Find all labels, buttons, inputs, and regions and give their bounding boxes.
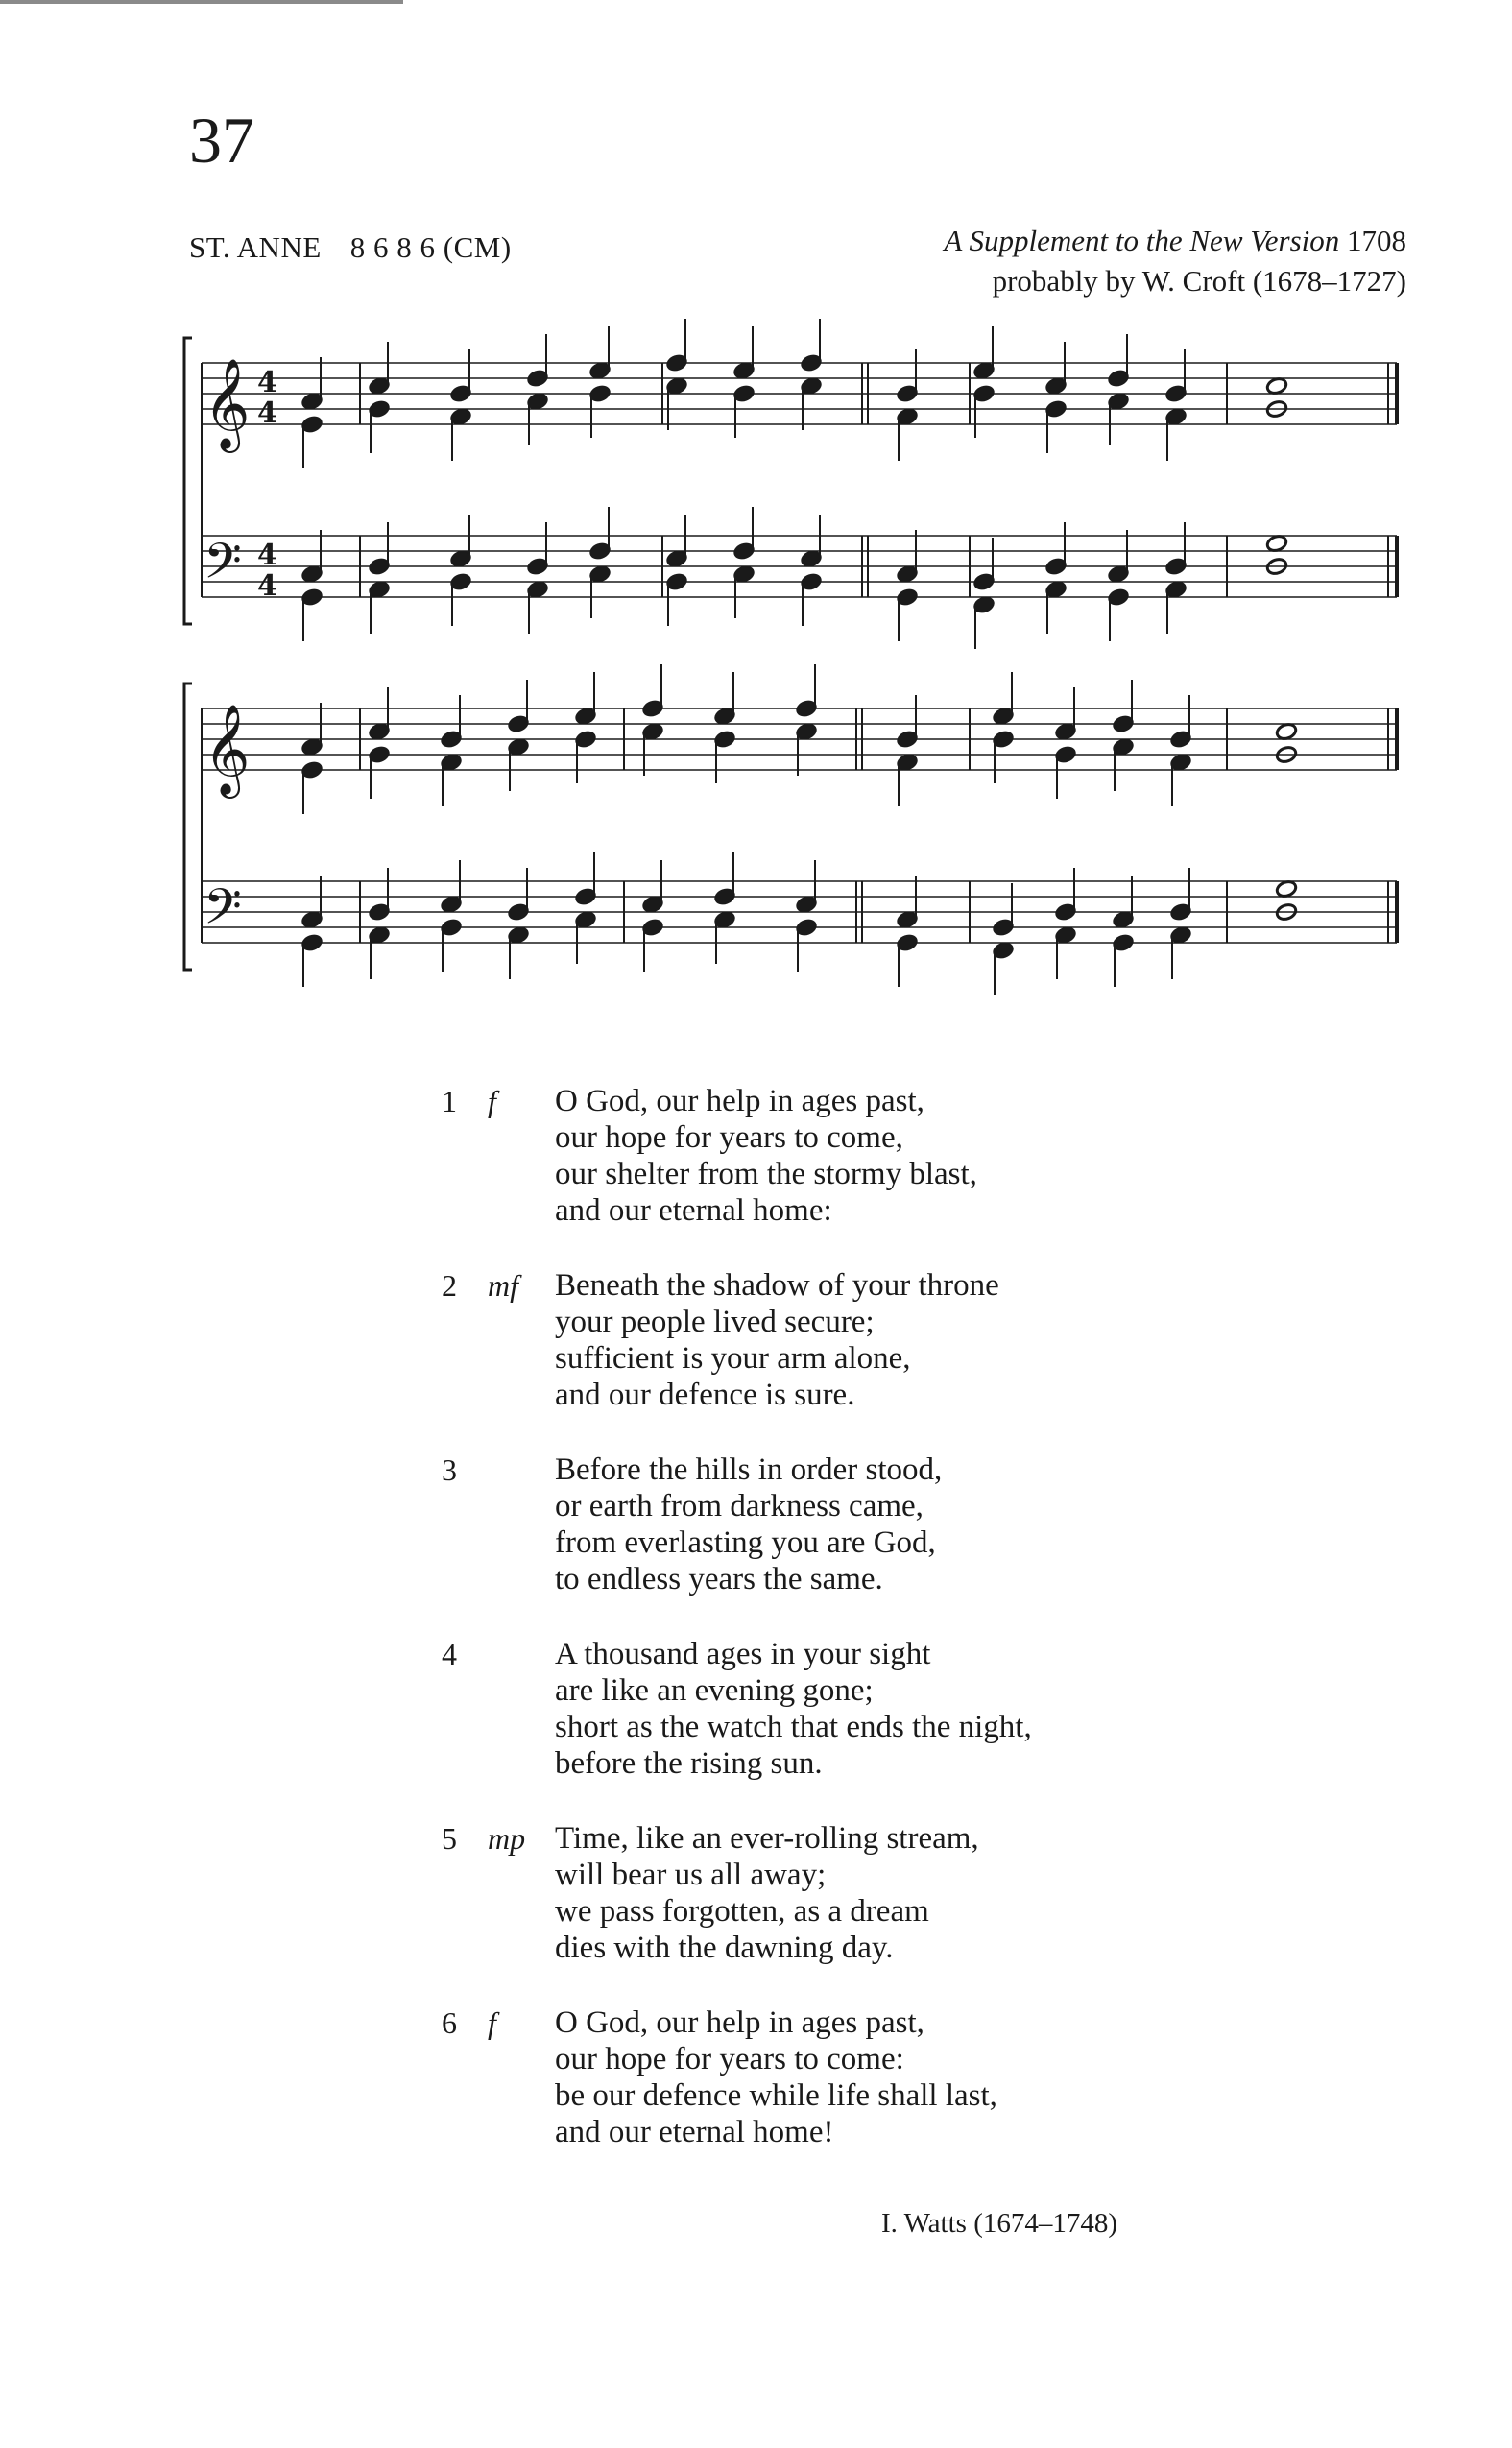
time-signature-bottom-bass: 4 bbox=[257, 569, 277, 603]
verse-line: and our defence is sure. bbox=[555, 1378, 855, 1412]
verse-1 bbox=[442, 1083, 1032, 1229]
verse-line: to endless years the same. bbox=[555, 1562, 883, 1596]
verse-number: 4 bbox=[442, 1637, 457, 1671]
verse-line: our hope for years to come, bbox=[555, 1120, 903, 1155]
note-head bbox=[1265, 534, 1288, 553]
verse-line: we pass forgotten, as a dream bbox=[555, 1894, 929, 1929]
note-head bbox=[1275, 879, 1298, 899]
hymn-number: 37 bbox=[189, 104, 254, 177]
tune-meter: 8 6 8 6 (CM) bbox=[349, 230, 512, 264]
verse-line: short as the watch that ends the night, bbox=[555, 1710, 1032, 1744]
verse-line: your people lived secure; bbox=[555, 1305, 875, 1339]
verse-2 bbox=[442, 1267, 1032, 1413]
verse-number: 2 bbox=[442, 1268, 457, 1303]
verse-line: sufficient is your arm alone, bbox=[555, 1341, 911, 1376]
system-brace-1 bbox=[184, 338, 192, 624]
verse-line: dies with the dawning day. bbox=[555, 1931, 894, 1965]
verse-number: 3 bbox=[442, 1452, 457, 1487]
verse-6 bbox=[442, 2004, 1032, 2150]
system-brace-2 bbox=[184, 684, 192, 970]
verse-line: will bear us all away; bbox=[555, 1858, 827, 1892]
tune-name: ST. ANNE bbox=[189, 230, 322, 264]
dynamic-marking: f bbox=[488, 2005, 496, 2040]
treble-clef-icon: 𝄞 bbox=[204, 704, 251, 795]
verse-number: 5 bbox=[442, 1821, 457, 1856]
verses-block bbox=[442, 1083, 1032, 2189]
verse-line: and our eternal home! bbox=[555, 2115, 834, 2149]
verse-4 bbox=[442, 1636, 1032, 1782]
time-signature-top-treble: 4 bbox=[257, 366, 277, 399]
composer-credit: probably by W. Croft (1678–1727) bbox=[992, 264, 1406, 298]
verse-line: are like an evening gone; bbox=[555, 1673, 874, 1708]
dynamic-marking: mf bbox=[488, 1268, 518, 1303]
verse-line: A thousand ages in your sight bbox=[555, 1637, 931, 1671]
music-score bbox=[0, 0, 1512, 1018]
verse-5 bbox=[442, 1820, 1032, 1966]
music-source-year: 1708 bbox=[1347, 224, 1406, 257]
verse-line: before the rising sun. bbox=[555, 1746, 823, 1781]
verse-line: Before the hills in order stood, bbox=[555, 1452, 943, 1487]
verse-line: O God, our help in ages past, bbox=[555, 2005, 924, 2040]
verse-3 bbox=[442, 1452, 1032, 1597]
verse-line: Beneath the shadow of your throne bbox=[555, 1268, 999, 1303]
verse-line: from everlasting you are God, bbox=[555, 1525, 936, 1560]
verse-line: O God, our help in ages past, bbox=[555, 1084, 924, 1118]
bass-clef-icon: 𝄢 bbox=[204, 532, 242, 602]
music-source: A Supplement to the New Version bbox=[944, 224, 1340, 257]
verse-line: or earth from darkness came, bbox=[555, 1489, 924, 1524]
dynamic-marking: f bbox=[488, 1084, 496, 1118]
verse-number: 1 bbox=[442, 1084, 457, 1118]
note-head bbox=[1275, 722, 1298, 741]
bass-clef-icon: 𝄢 bbox=[204, 877, 242, 948]
dynamic-marking: mp bbox=[488, 1821, 526, 1856]
treble-clef-icon: 𝄞 bbox=[204, 358, 251, 449]
text-author: I. Watts (1674–1748) bbox=[881, 2208, 1118, 2239]
note-head bbox=[1265, 376, 1288, 396]
verse-line: and our eternal home: bbox=[555, 1193, 832, 1228]
verse-line: our hope for years to come: bbox=[555, 2042, 904, 2076]
verse-number: 6 bbox=[442, 2005, 457, 2040]
verse-line: be our defence while life shall last, bbox=[555, 2078, 997, 2113]
verse-line: Time, like an ever-rolling stream, bbox=[555, 1821, 979, 1856]
time-signature-bottom-treble: 4 bbox=[257, 396, 277, 430]
verse-line: our shelter from the stormy blast, bbox=[555, 1157, 977, 1191]
note-heads bbox=[300, 319, 1298, 995]
time-signature-top-bass: 4 bbox=[257, 539, 277, 572]
